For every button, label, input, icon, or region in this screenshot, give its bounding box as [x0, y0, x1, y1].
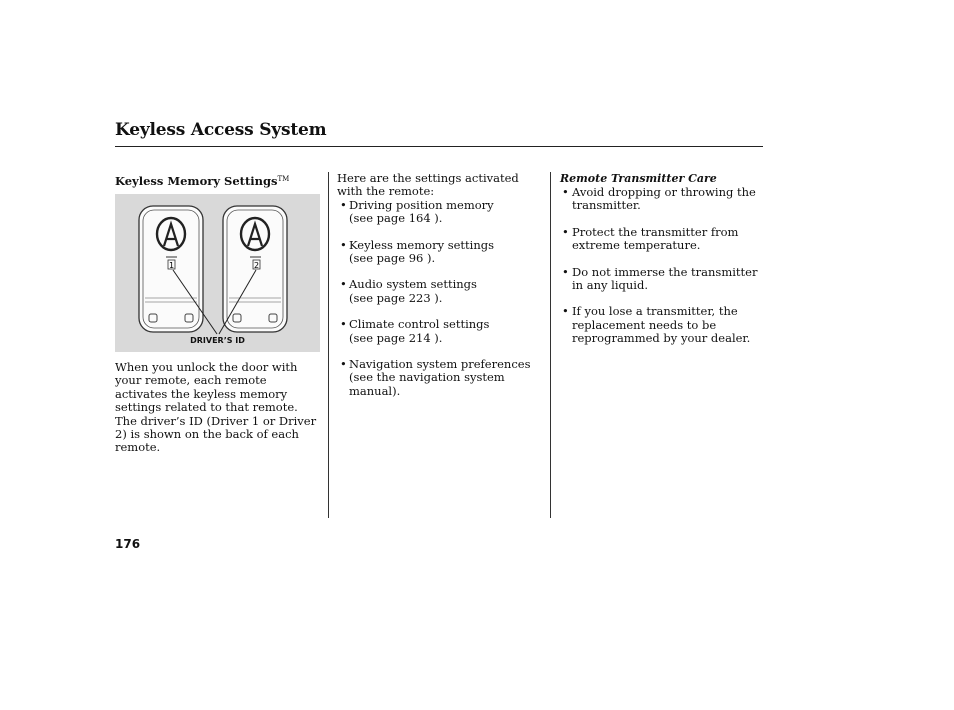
page-number: 176 [115, 537, 141, 551]
remote-1-label: 1 [168, 261, 175, 270]
list-item: • Audio system settings (see page 223 ). [337, 278, 537, 305]
list-item: • Do not immerse the transmitter in any liquid. [560, 266, 765, 293]
page-reference: (see page 96 ). [349, 251, 436, 266]
care-list [560, 186, 765, 346]
list-item: • Climate control settings (see page 214 ). [337, 318, 537, 345]
page-title: Keyless Access System [115, 120, 327, 140]
list-item: • Protect the transmitter from extreme temperature. [560, 226, 765, 253]
list-item: • Driving position memory (see page 164 ). [337, 199, 537, 226]
page-reference: (see the navigation system manual). [349, 370, 505, 398]
remotes-illustration [115, 194, 320, 352]
memory-settings-column [115, 172, 320, 455]
settings-intro: Here are the settings activated with the remote: [337, 171, 519, 199]
page-reference: (see page 214 ). [349, 330, 443, 345]
transmitter-care-heading: Remote Transmitter Care [560, 172, 717, 185]
page-reference: (see page 164 ). [349, 211, 443, 226]
column-divider-left [328, 172, 329, 518]
list-item: • Navigation system preferences (see the navigation system manual). [337, 358, 537, 398]
figure-caption: DRIVER’S ID [190, 336, 245, 345]
memory-settings-description: When you unlock the door with your remote, each remote activates the keyless memory settings related to that remote. The driver’s ID (Driver 1 or Driver 2) is shown on the back of each remote. [115, 360, 317, 455]
transmitter-care-column [560, 172, 765, 359]
memory-settings-heading: Keyless Memory Settings™ [115, 174, 290, 188]
settings-list-column [337, 172, 537, 411]
remote-figure [115, 194, 320, 352]
remote-2-label: 2 [253, 261, 260, 270]
trademark-mark: TM [277, 175, 290, 183]
settings-list [337, 199, 537, 398]
list-item: • Keyless memory settings (see page 96 ). [337, 239, 537, 266]
list-item: • If you lose a transmitter, the replacement needs to be reprogrammed by your dealer. [560, 305, 765, 345]
list-item: • Avoid dropping or throwing the transmitter. [560, 186, 765, 213]
remote-2-illustration [223, 206, 287, 332]
page-reference: (see page 223 ). [349, 290, 443, 305]
column-divider-right [550, 172, 551, 518]
remote-1-illustration [139, 206, 203, 332]
title-rule [115, 146, 763, 147]
